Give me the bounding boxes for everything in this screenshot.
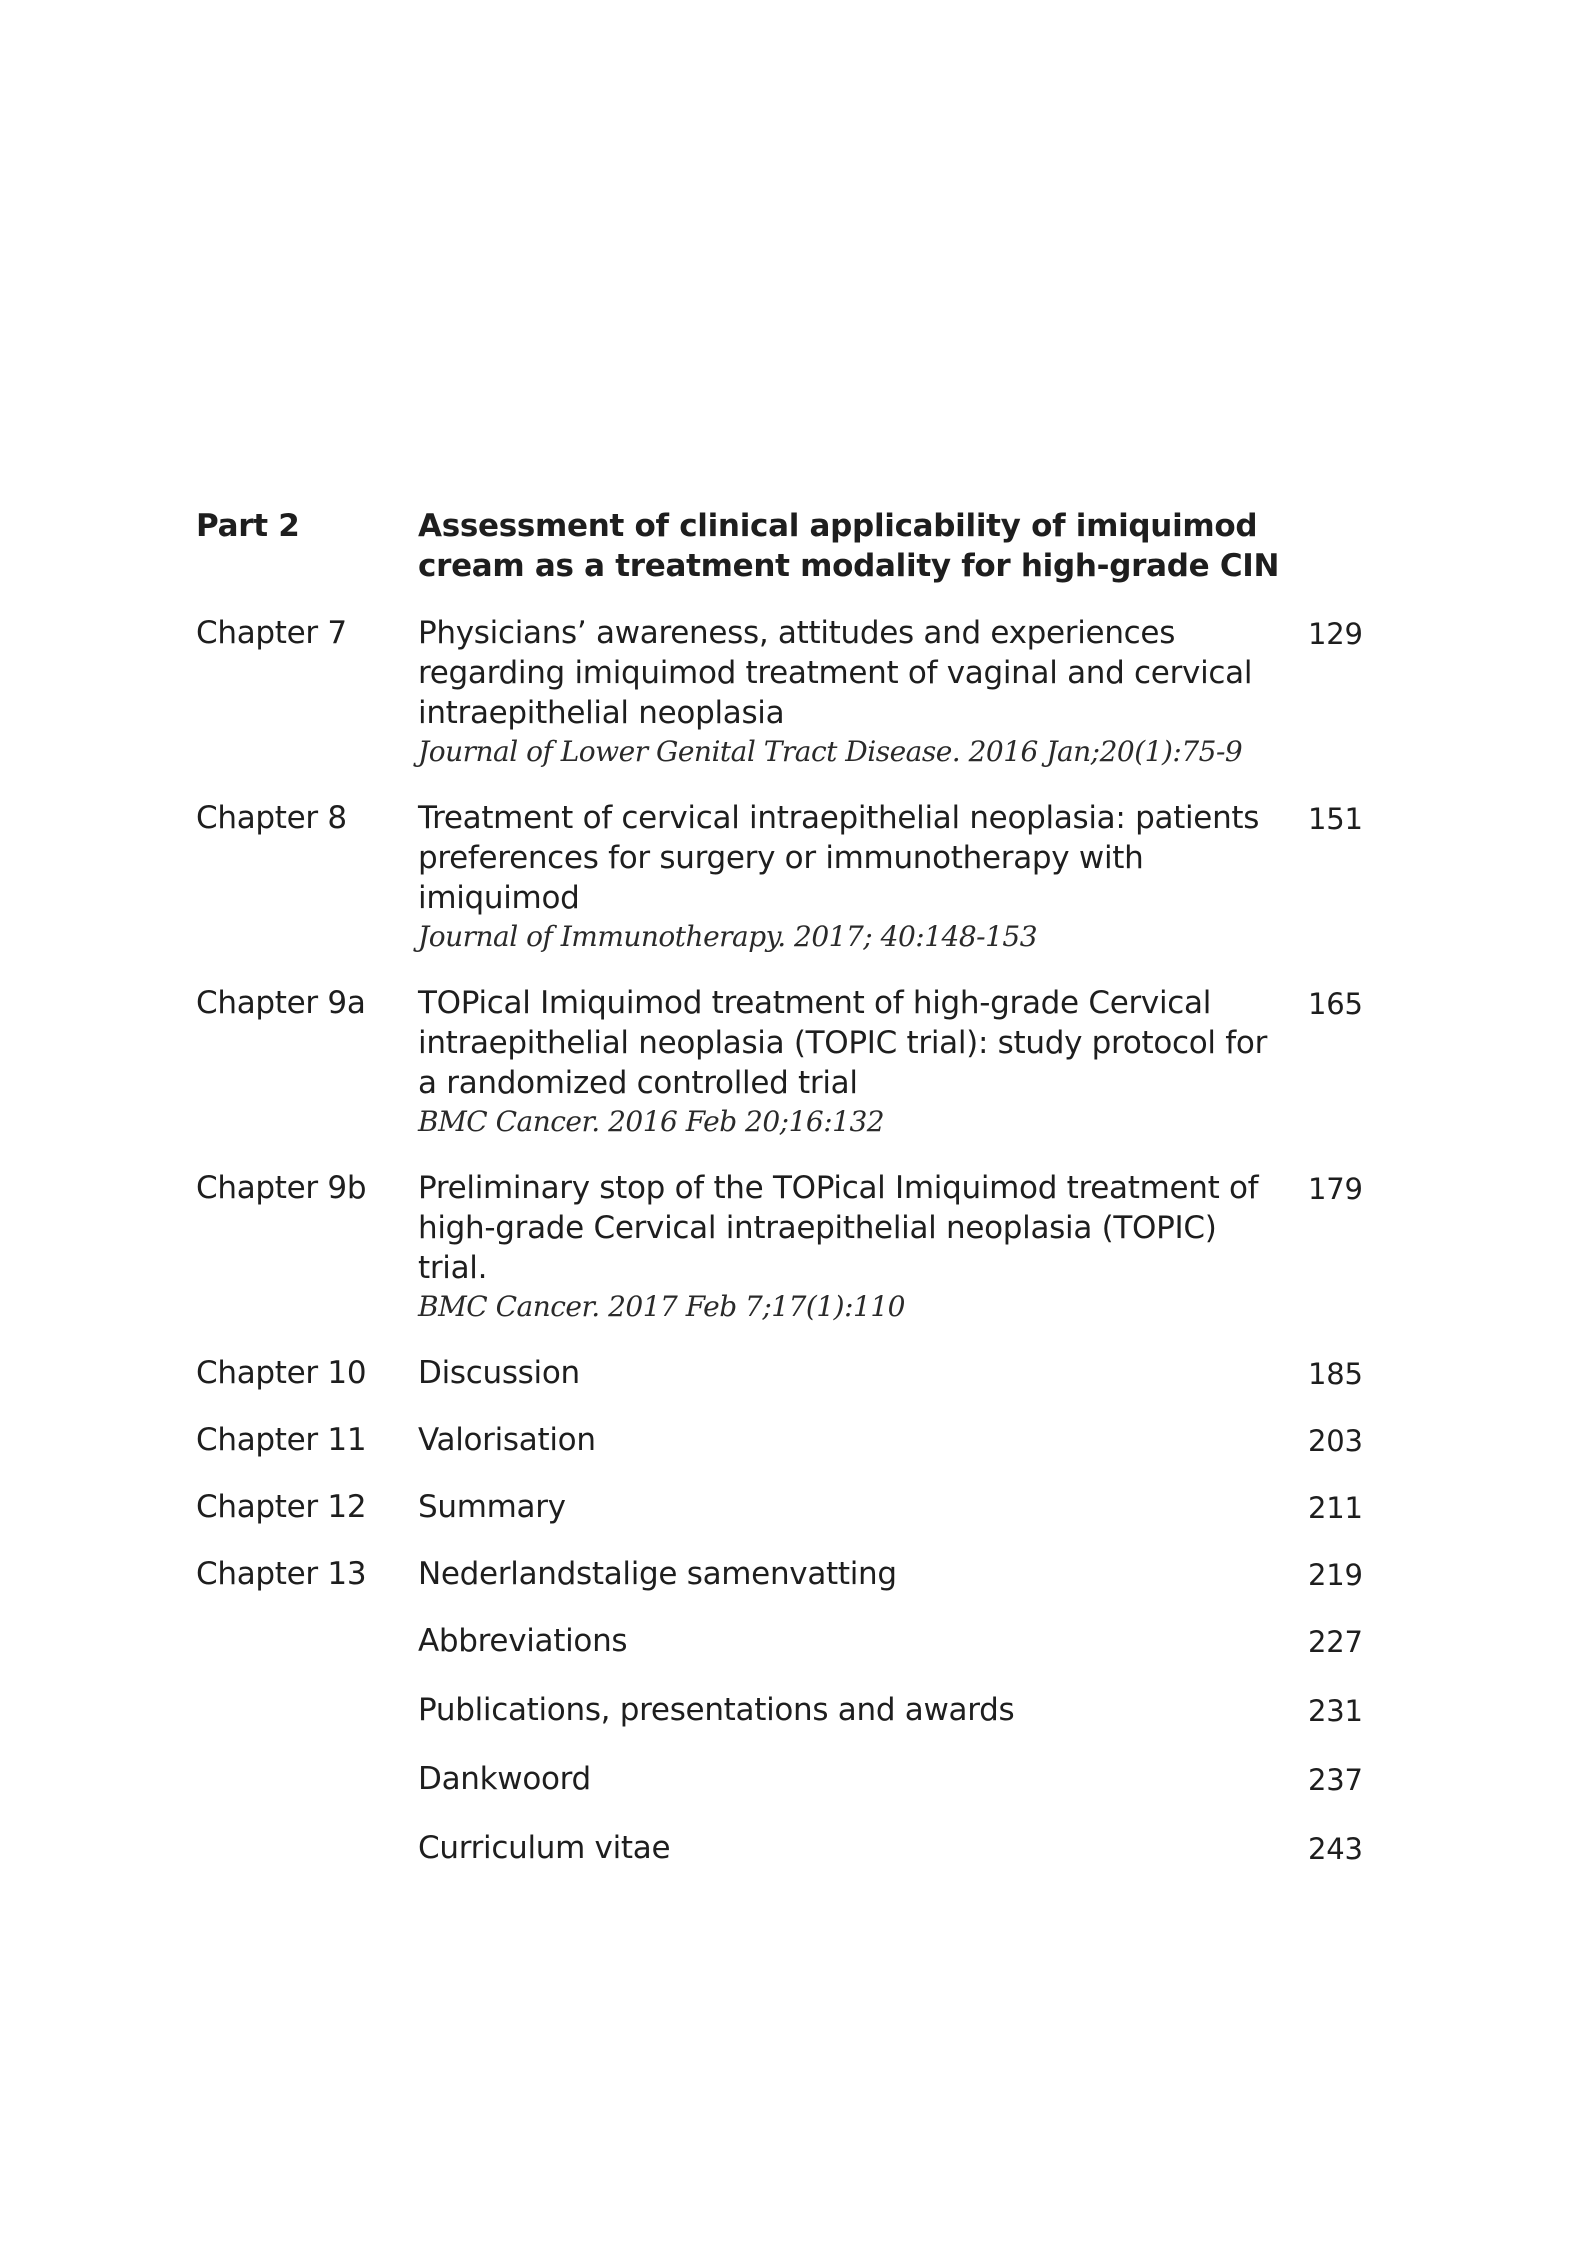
chapter-citation: BMC Cancer. 2017 Feb 7;17(1):110 [418, 1290, 905, 1323]
chapter-label: Chapter 9a [196, 985, 366, 1021]
chapter-label: Chapter 8 [196, 800, 347, 836]
toc-entry-curriculum-vitae[interactable] [196, 1828, 1363, 1868]
chapter-label: Chapter 13 [196, 1556, 367, 1592]
part-label: Part 2 [196, 508, 300, 544]
page-number: 179 [1308, 1172, 1363, 1206]
entry-body [418, 983, 1288, 1141]
page-number: 227 [1308, 1625, 1363, 1659]
toc-entry-chapter-9b[interactable] [196, 1168, 1363, 1326]
toc-entry-chapter-12[interactable] [196, 1487, 1363, 1527]
toc-entry-chapter-7[interactable] [196, 613, 1363, 771]
chapter-title[interactable]: Abbreviations [418, 1623, 628, 1659]
part-body [418, 506, 1288, 586]
chapter-citation: Journal of Immunotherapy. 2017; 40:148-153 [418, 920, 1038, 953]
chapter-label: Chapter 9b [196, 1170, 367, 1206]
toc-entry-chapter-9a[interactable] [196, 983, 1363, 1141]
page-number: 219 [1308, 1558, 1363, 1592]
page-number: 129 [1308, 617, 1363, 651]
page-number: 165 [1308, 987, 1363, 1021]
chapter-title[interactable]: Summary [418, 1489, 566, 1525]
chapter-title[interactable]: Valorisation [418, 1422, 596, 1458]
part-heading [196, 506, 1360, 586]
part-title: Assessment of clinical applicability of imiquimod cream as a treatment modality for high-grade CIN [418, 508, 1280, 584]
entry-body [418, 1828, 1288, 1868]
entry-body [418, 613, 1288, 771]
page-number: 151 [1308, 802, 1363, 836]
page-number: 203 [1308, 1424, 1363, 1458]
chapter-label: Chapter 7 [196, 615, 347, 651]
chapter-title[interactable]: Physicians’ awareness, attitudes and experiences regarding imiquimod treatment of vaginal and cervical intraepithelial neoplasia [418, 615, 1253, 731]
chapter-title[interactable]: Preliminary stop of the TOPical Imiquimod treatment of high-grade Cervical intraepithelial neoplasia (TOPIC) trial. [418, 1170, 1259, 1286]
page-number: 243 [1308, 1832, 1363, 1866]
chapter-citation: Journal of Lower Genital Tract Disease. 2016 Jan;20(1):75-9 [418, 735, 1243, 768]
chapter-title[interactable]: Discussion [418, 1355, 580, 1391]
page-number: 211 [1308, 1491, 1363, 1525]
entry-body [418, 1420, 1288, 1460]
entry-body [418, 1759, 1288, 1799]
toc-entry-dankwoord[interactable] [196, 1759, 1363, 1799]
chapter-title[interactable]: Publications, presentations and awards [418, 1692, 1015, 1728]
entry-body [418, 798, 1288, 956]
page-number: 231 [1308, 1694, 1363, 1728]
entry-body [418, 1168, 1288, 1326]
table-of-contents [196, 506, 1363, 1868]
chapter-citation: BMC Cancer. 2016 Feb 20;16:132 [418, 1105, 885, 1138]
chapter-title[interactable]: Curriculum vitae [418, 1830, 671, 1866]
page-number: 237 [1308, 1763, 1363, 1797]
toc-entry-chapter-13[interactable] [196, 1554, 1363, 1594]
chapter-title[interactable]: TOPical Imiquimod treatment of high-grade Cervical intraepithelial neoplasia (TOPIC trial): study protocol for a randomized controlled trial [418, 985, 1268, 1101]
chapter-label: Chapter 11 [196, 1422, 367, 1458]
toc-entry-chapter-10[interactable] [196, 1353, 1363, 1393]
entry-body [418, 1487, 1288, 1527]
chapter-title[interactable]: Dankwoord [418, 1761, 591, 1797]
toc-entry-chapter-8[interactable] [196, 798, 1363, 956]
toc-entry-publications[interactable] [196, 1690, 1363, 1730]
chapter-title[interactable]: Treatment of cervical intraepithelial neoplasia: patients preferences for surgery or immunotherapy with imiquimod [418, 800, 1260, 916]
chapter-title[interactable]: Nederlandstalige samenvatting [418, 1556, 897, 1592]
entry-body [418, 1621, 1288, 1661]
page-number: 185 [1308, 1357, 1363, 1391]
toc-entry-abbreviations[interactable] [196, 1621, 1363, 1661]
chapter-label: Chapter 12 [196, 1489, 367, 1525]
chapter-label: Chapter 10 [196, 1355, 367, 1391]
entry-body [418, 1353, 1288, 1393]
entry-body [418, 1554, 1288, 1594]
entry-body [418, 1690, 1288, 1730]
toc-entry-chapter-11[interactable] [196, 1420, 1363, 1460]
